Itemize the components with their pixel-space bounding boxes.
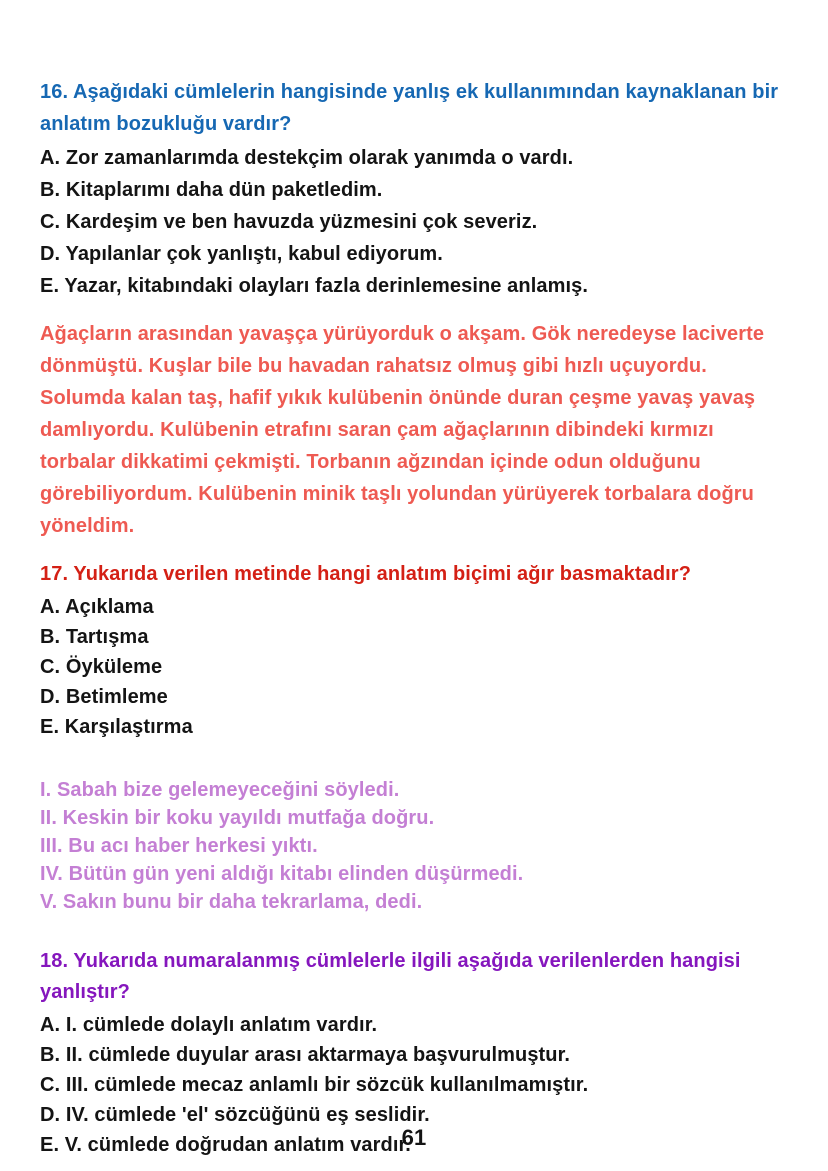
numbered-sentence-2: II. Keskin bir koku yayıldı mutfağa doğru. xyxy=(40,807,435,829)
question-17-option-e: E. Karşılaştırma xyxy=(40,716,193,738)
numbered-sentence-3: III. Bu acı haber herkesi yıktı. xyxy=(40,835,318,857)
question-17-option-b: B. Tartışma xyxy=(40,626,149,648)
question-17-heading: 17. Yukarıda verilen metinde hangi anlatım biçimi ağır basmaktadır? xyxy=(40,563,692,585)
numbered-sentences-list xyxy=(40,776,792,916)
numbered-sentence-1: I. Sabah bize gelemeyeceğini söyledi. xyxy=(40,779,400,801)
question-17-option-a: A. Açıklama xyxy=(40,596,154,618)
question-18-option-d: D. IV. cümlede 'el' sözcüğünü eş seslidir. xyxy=(40,1104,430,1126)
question-18-option-c: C. III. cümlede mecaz anlamlı bir sözcük kullanılmamıştır. xyxy=(40,1074,589,1096)
question-18-option-b: B. II. cümlede duyular arası aktarmaya başvurulmuştur. xyxy=(40,1044,571,1066)
question-18-heading: 18. Yukarıda numaralanmış cümlelerle ilgili aşağıda verilenlerden hangisi yanlıştır? xyxy=(40,950,741,1003)
numbered-sentence-4: IV. Bütün gün yeni aldığı kitabı elinden düşürmedi. xyxy=(40,863,524,885)
question-16-option-d: D. Yapılanlar çok yanlıştı, kabul ediyorum. xyxy=(40,243,443,265)
question-18-option-e: E. V. cümlede doğrudan anlatım vardır. xyxy=(40,1134,411,1156)
question-17-option-c: C. Öyküleme xyxy=(40,656,163,678)
question-17-options xyxy=(40,592,792,742)
question-17-block xyxy=(40,558,792,742)
question-18-option-a: A. I. cümlede dolaylı anlatım vardır. xyxy=(40,1014,378,1036)
question-16-block xyxy=(40,76,792,302)
question-16-options xyxy=(40,142,792,302)
narrative-passage: Ağaçların arasından yavaşça yürüyorduk o akşam. Gök neredeyse laciverte dönmüştü. Kuşlar bile bu havadan rahatsız olmuş gibi hızlı uçuyordu. Solumda kalan taş, hafif yıkık kulübenin önünde duran çeşme yavaş yavaş damlıyordu. Kulübenin etrafını saran çam ağaçlarının dibindeki kırmızı torbalar dikkatimi çekmişti. Torbanın ağzından içinde odun olduğunu görebiliyordum. Kulübenin minik taşlı yolundan yürüyerek torbalara doğru yöneldim. xyxy=(40,323,765,537)
question-16-option-b: B. Kitaplarımı daha dün paketledim. xyxy=(40,179,383,201)
numbered-sentence-5: V. Sakın bunu bir daha tekrarlama, dedi. xyxy=(40,891,423,913)
question-16-option-e: E. Yazar, kitabındaki olayları fazla derinlemesine anlamış. xyxy=(40,275,589,297)
question-17-option-d: D. Betimleme xyxy=(40,686,168,708)
question-16-option-c: C. Kardeşim ve ben havuzda yüzmesini çok severiz. xyxy=(40,211,538,233)
page-number: 61 xyxy=(401,1125,427,1150)
question-16-option-a: A. Zor zamanlarımda destekçim olarak yanımda o vardı. xyxy=(40,147,574,169)
question-16-heading: 16. Aşağıdaki cümlelerin hangisinde yanlış ek kullanımından kaynaklanan bir anlatım bozukluğu vardır? xyxy=(40,81,779,135)
